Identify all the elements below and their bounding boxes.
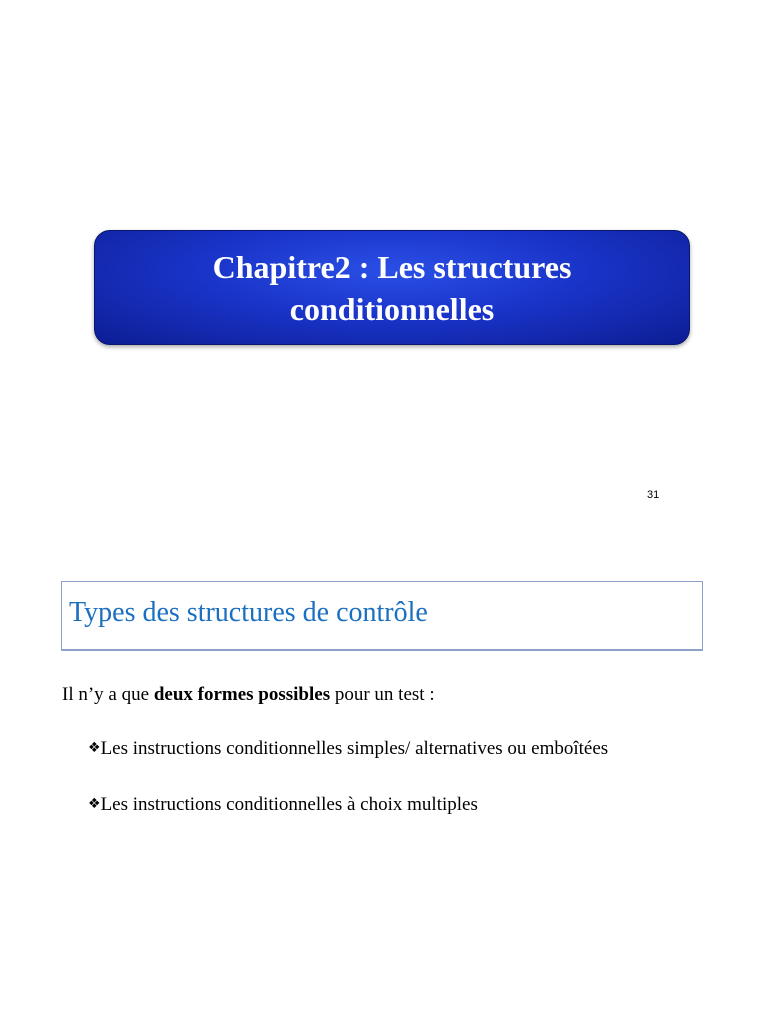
diamond-bullet-icon: ❖ [88,740,101,756]
intro-prefix: Il n’y a que [62,684,154,705]
intro-suffix: pour un test : [330,684,435,705]
chapter-title [213,246,572,330]
list-item-text: Les instructions conditionnelles simples/ alternatives ou emboîtées [100,738,609,759]
intro-paragraph [62,683,435,707]
chapter-title-box [94,230,690,345]
chapter-title-line-2: conditionnelles [289,290,495,327]
diamond-bullet-icon: ❖ [88,796,101,812]
chapter-title-line-1: Chapitre2 : Les structures [212,248,572,285]
intro-bold: deux formes possibles [153,684,331,705]
list-item [88,737,608,762]
list-item [88,793,478,818]
section-header-box [61,581,703,651]
list-item-text: Les instructions conditionnelles à choix multiples [100,794,478,815]
page-number: 31 [647,489,660,501]
section-title: Types des structures de contrôle [69,597,428,628]
